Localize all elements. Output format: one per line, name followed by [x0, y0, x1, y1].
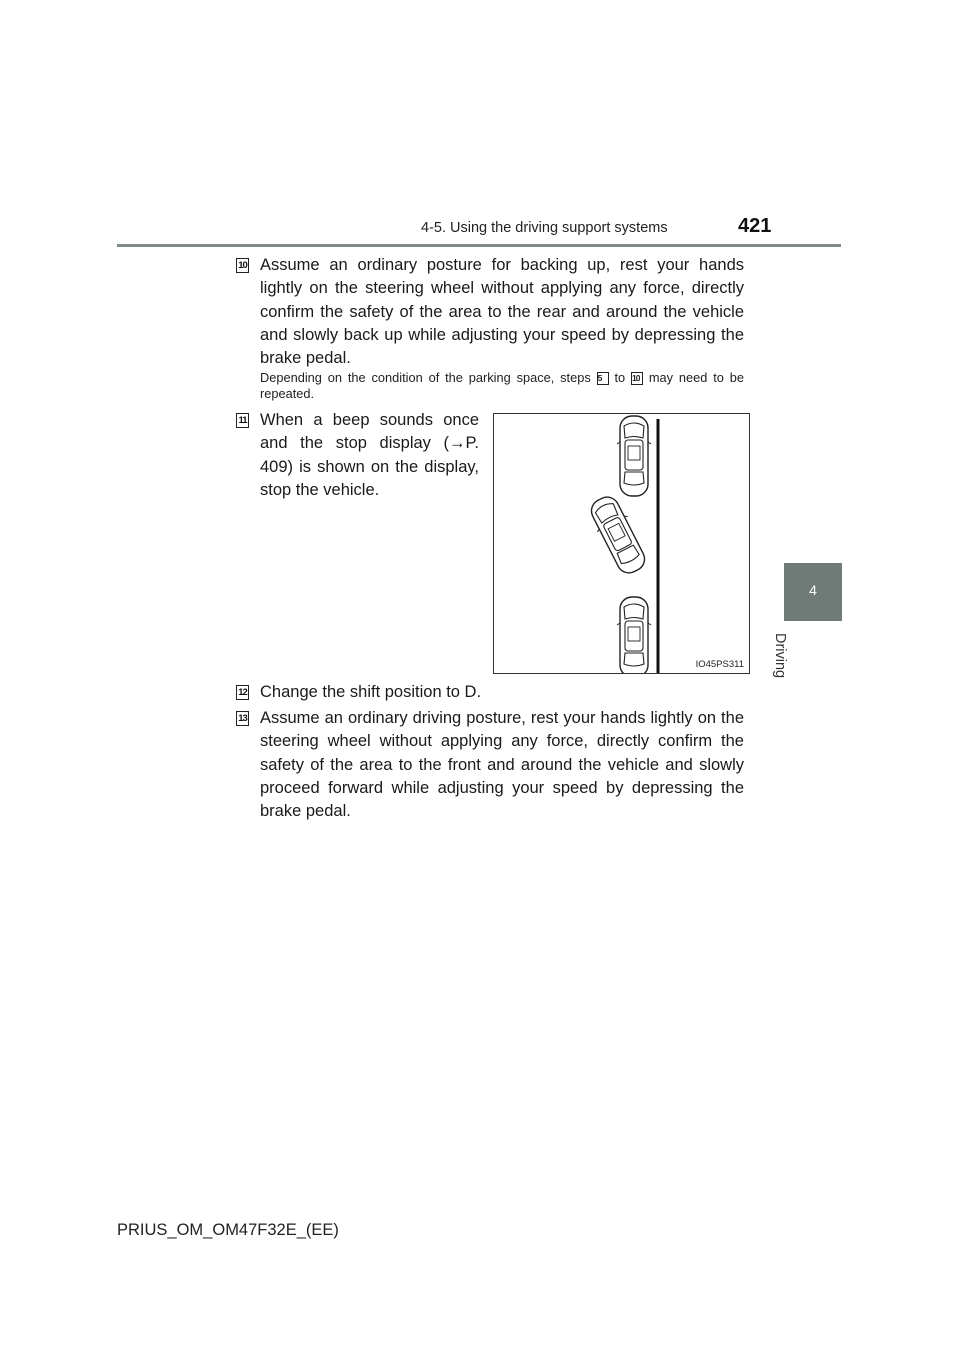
note-badge-to: 10: [631, 372, 643, 385]
step-badge: 13: [236, 711, 249, 726]
chapter-label: Driving: [772, 633, 788, 679]
step-text: When a beep sounds once and the stop display (→P. 409) is shown on the display, stop the vehicle.: [260, 411, 479, 499]
parked-car-rear: [617, 597, 651, 673]
step-badge: 12: [236, 685, 249, 700]
parking-illustration: [493, 413, 750, 674]
header-divider: [117, 244, 841, 247]
step-text: Assume an ordinary driving posture, rest your hands lightly on the steering wheel without applying any force, directly confirm the safety of the area to the front and around the vehicle and slowly proceed forward while adjusting your speed by depressing the brake pedal.: [260, 709, 744, 821]
note-middle: to: [614, 370, 626, 385]
chapter-number: 4: [809, 582, 817, 598]
step-text: Change the shift position to D.: [260, 683, 482, 701]
note-badge-from: 5: [597, 372, 609, 385]
document-id: PRIUS_OM_OM47F32E_(EE): [117, 1221, 339, 1239]
note-suffix: may need to be repeated.: [260, 370, 744, 401]
figure-label: IO45PS311: [695, 659, 744, 670]
page-number: 421: [738, 215, 772, 237]
step-badge: 10: [236, 258, 249, 273]
step-text: Assume an ordinary posture for backing up, rest your hands lightly on the steering wheel without applying any force, directly confirm the safety of the area to the rear and around the vehicle and slowly back up while adjusting your speed by depressing the brake pedal.: [260, 256, 744, 368]
section-title: 4-5. Using the driving support systems: [421, 220, 668, 236]
parking-car: [585, 492, 652, 579]
chapter-tab: [784, 563, 842, 621]
step-badge: 11: [236, 413, 249, 428]
parked-car-front: [617, 416, 651, 496]
parking-diagram: [494, 414, 749, 673]
note-prefix: Depending on the condition of the parking space, steps: [260, 370, 591, 385]
step-note: [260, 370, 744, 402]
chapter-label-container: [772, 633, 806, 683]
